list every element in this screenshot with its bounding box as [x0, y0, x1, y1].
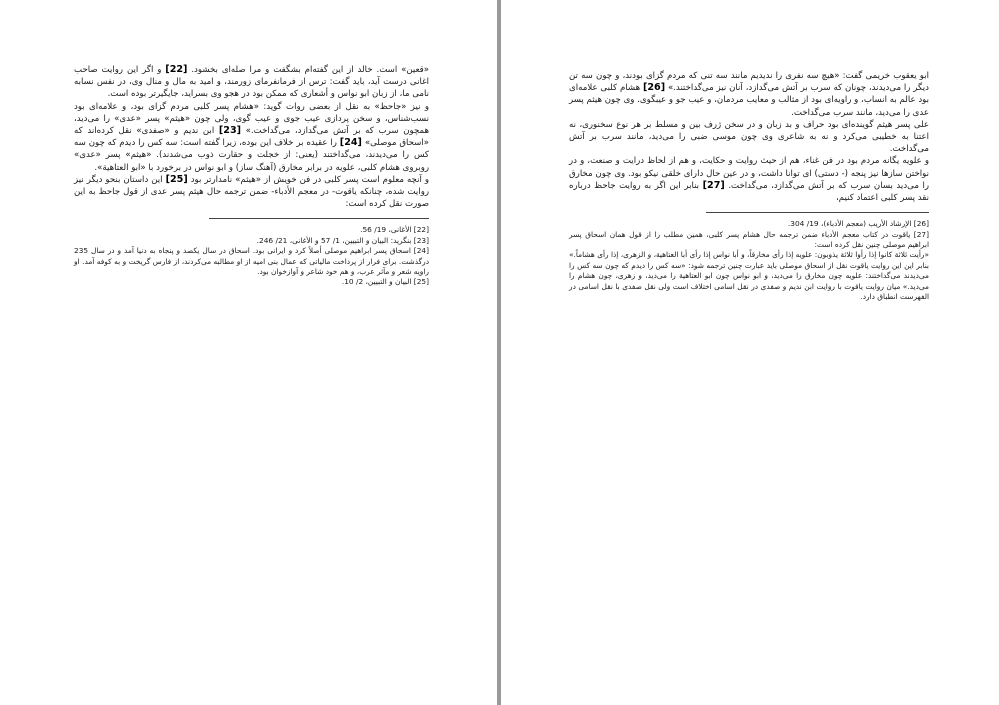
footnote-ref[interactable]: [22] [165, 64, 188, 75]
right-page [501, 0, 999, 705]
footnote-divider [209, 218, 429, 219]
footnote: [24] اسحاق پسر ابراهیم موصلی أصلاً کرد و ایرانی بود. اسحاق در سال یکصد و پنجاه به دنیا آمد و در سال 235 درگذشت. برای فرار از پرداخت مالیاتی که عمال بنی امیه از او مطالبه می‌کردند، از فارس گریخت و به کوفه آمد. او راویه شعر و مآثر عرب، و هم خود شاعر و آوازخوان بود. [74, 246, 429, 277]
footnote-ref[interactable]: [23] [218, 125, 242, 137]
footnote-ref[interactable]: [24] [339, 137, 362, 149]
paragraph: و علویه یگانه مردم بود در فن غناء، هم از حیث روایت و حکایت، و هم از لحاظ درایت و صنعت، و در نواختن سازها نیز پنجه (- دستی) ای توانا داشت، و در عین حال دارای خلقی نیکو بود. وی چون مخارق را می‌دید بسان سرب که بر آتش می‌گدازد، می‌گداخت. [27] بنابر این اگر به روایت جاحظ درباره نقد پسر کلبی اعتماد کنیم، [569, 156, 929, 204]
footnote: [26] الإرشاد الأریب (معجم الأدباء)، 19/ 304. [787, 219, 929, 229]
paragraph: و آنچه معلوم است پسر کلبی در فن خویش از «هیثم» نامدارتر بود [25] این داستان بنحو دیگر نیز روایت شده، چنانکه یاقوت- در معجم الأدباء- ضمن ترجمه حال هیثم پسر عدی از قول جاحظ به این صورت نقل کرده است: [74, 173, 430, 210]
footnote: [22] الأغانی، 19/ 56. [360, 225, 429, 235]
left-page [0, 0, 497, 705]
footnote: «رأیت ثلاثة کانوا إذا رأوا ثلاثة یذوبون: علویه إذا رأی مخارقاً، و أبا نواس إذا رأی أبا العتاهیة، و الزهری، إذا رأی هشاماً.» بنابر این این روایت یاقوت نقل از اسحاق موصلی باید عبارت چنین ترجمه شود: «سه کس را دیدم که چون سه کس را می‌دیدند می‌گداختند: علویه چون مخارق را می‌دید، و ابو نواس چون ابو العتاهیة را می‌دید، و زهری، چون هشام را می‌دید.» میان روایت یاقوت با روایت ابن ندیم و صفدی در نقل اسامی اختلاف است ولی نقل صفدی با نقل اسامی در الفهرست انطباق دارد. [569, 250, 929, 302]
footnote-divider [706, 212, 929, 213]
footnote-ref[interactable]: [26] [642, 82, 666, 94]
footnote: [25] البیان و التبیین، 2/ 10. [341, 277, 429, 287]
footnote: [23] بنگرید: البیان و التبیین، 1/ 57 و الأغانی، 21/ 246. [256, 235, 429, 245]
left-page-body [74, 64, 429, 288]
right-page-body [569, 70, 929, 302]
footnote-ref[interactable]: [27] [702, 179, 725, 191]
footnote-ref[interactable]: [25] [165, 173, 188, 185]
paragraph: و نیز «جاحظ» به نقل از بعضی روات گوید: «هشام پسر کلبی مردم گزای بود، و علامه‌ای بود نسب‌شناس، و سخن پردازی عیب جوی و عیب گوی، ولی چون «هیثم» پسر «عدی» را می‌دید، همچون سرب که بر آتش می‌گدازد، می‌گداخت.» [23] ابن ندیم و «صفدی» نقل کرده‌اند که «اسحاق موصلی» [24] را عقیده بر خلاف این بوده، زیرا گفته است: سه کس را دیدم که چون سه کس را می‌دیدند، می‌گداختند (یعنی: از خجلت و حقارت ذوب می‌شدند). «هیثم» پسر «عدی» روبروی هشام کلبی، علویه در برابر مخارق (آهنگ ساز) و ابو نواس در برخورد با «ابو العتاهیة». [74, 101, 430, 173]
paragraph: علی پسر هیثم گوینده‌ای بود حراف و بد زبان و در سخن ژرف بین و مسلط بر هر نوع سخنوری، نه اعتنا به خطیبی می‌کرد و نه به شاعری وی چون موسی ضبی را می‌دید، مانند سرب بر آتش می‌گداخت. [569, 119, 929, 155]
footnote: [27] یاقوت در کتاب معجم الأدباء ضمن ترجمه حال هشام پسر کلبی، همین مطلب را از قول همان اسحاق پسر ابراهیم موصلی چنین نقل کرده است: [569, 229, 929, 250]
paragraph: ابو یعقوب خریمی گفت: «هیچ سه نفری را ندیدیم مانند سه تنی که مردم گزای بودند، و چون سه تن دیگر را می‌دیدند، چونان که سرب بر آتش می‌گدازد، آنان نیز می‌گداختند.» [26] هشام کلبی علامه‌ای بود عالم به انساب، و راویه‌ای بود از مثالب و معایب مردمان، و عیب جو و عیبگوی. وی چون هیثم پسر عدی را می‌دید، مانند سرب می‌گداخت. [569, 71, 929, 118]
paragraph: «قعين» است. خالد از این گفته‌ام بشگفت و مرا صله‌ای بخشود. [22] و اگر این روایت صاحب اغانی درست آید، باید گفت: ترس از فرمانفرمای زورمند، و امید به مال و منال وی، در نفس نسابه نامی ما، از زبان ابو نواس و أشعاری که ممکن بود در هجو وی بسراید، جایگیرتر بوده است. [74, 64, 430, 100]
